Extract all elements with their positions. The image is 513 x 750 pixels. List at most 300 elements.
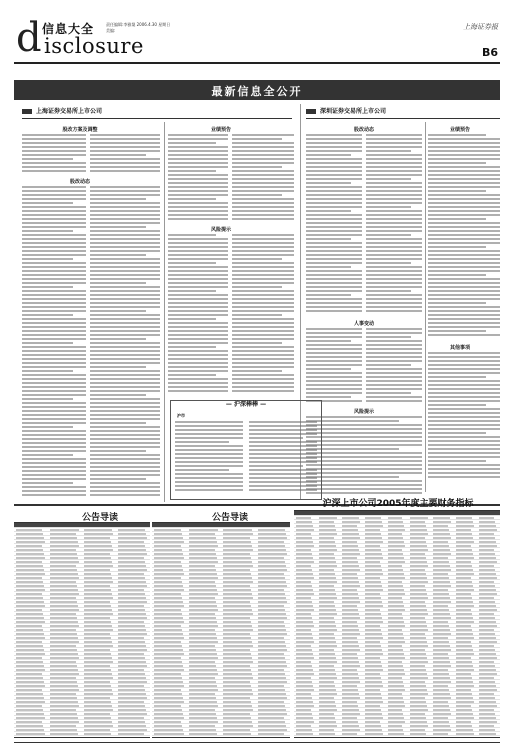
table-cell <box>456 561 471 563</box>
table-cell <box>388 601 404 603</box>
table-cell <box>479 617 495 619</box>
table-cell <box>84 585 110 587</box>
text-line <box>306 254 362 256</box>
table-cell <box>50 617 77 619</box>
text-column <box>249 421 317 493</box>
text-line <box>175 425 243 427</box>
table-cell <box>319 557 335 559</box>
table-cell <box>479 641 497 643</box>
table-cell <box>410 525 426 527</box>
table-cell <box>296 549 311 551</box>
table-cell <box>342 545 358 547</box>
text-line <box>306 436 422 438</box>
text-line <box>168 298 228 300</box>
text-line <box>232 370 282 372</box>
text-line <box>366 214 422 216</box>
table-cell <box>84 713 110 715</box>
table-cell <box>479 665 495 667</box>
table-cell <box>50 593 79 595</box>
table-cell <box>388 533 403 535</box>
text-line <box>366 294 422 296</box>
text-line <box>306 484 422 486</box>
table-cell <box>342 597 359 599</box>
text-line <box>168 286 228 288</box>
table-cell <box>16 677 43 679</box>
table-cell <box>456 689 471 691</box>
table-cell <box>410 709 428 711</box>
table-cell <box>50 653 78 655</box>
table-cell <box>388 637 405 639</box>
text-line <box>366 242 422 244</box>
table-cell <box>84 669 111 671</box>
table-cell <box>365 525 383 527</box>
text-line <box>306 396 351 398</box>
table-cell <box>296 661 311 663</box>
table-cell <box>456 541 474 543</box>
table-cell <box>84 709 113 711</box>
text-line <box>306 348 362 350</box>
text-line <box>22 350 86 352</box>
table-cell <box>479 729 495 731</box>
table-cell <box>258 701 285 703</box>
table-cell <box>84 593 112 595</box>
text-line <box>366 376 422 378</box>
table-cell <box>296 649 312 651</box>
text-line <box>22 418 86 420</box>
table-cell <box>479 705 497 707</box>
text-line <box>22 238 86 240</box>
text-line <box>232 294 294 296</box>
table-cell <box>388 693 403 695</box>
text-line <box>22 302 86 304</box>
table-cell <box>296 545 314 547</box>
table-cell <box>342 541 357 543</box>
table-cell <box>456 645 472 647</box>
table-cell <box>456 577 471 579</box>
text-line <box>175 437 243 439</box>
table-cell <box>50 549 76 551</box>
table-cell <box>479 573 496 575</box>
table-cell <box>16 657 42 659</box>
table-cell <box>118 529 145 531</box>
text-line <box>249 437 303 439</box>
table-cell <box>388 525 405 527</box>
table-cell <box>433 625 449 627</box>
table-cell <box>223 625 252 627</box>
table-cell <box>16 609 42 611</box>
table-cell <box>118 693 146 695</box>
table-cell <box>154 717 184 719</box>
table-cell <box>342 561 358 563</box>
text-line <box>90 234 160 236</box>
table-cell <box>319 609 336 611</box>
text-line <box>366 274 422 276</box>
text-line <box>428 448 500 450</box>
text-line <box>428 278 500 280</box>
text-line <box>306 138 362 140</box>
table-cell <box>433 633 451 635</box>
text-line <box>90 398 160 400</box>
column-divider <box>425 122 426 492</box>
table-cell <box>433 525 448 527</box>
table-cell <box>388 709 403 711</box>
table-cell <box>456 565 472 567</box>
table-cell <box>223 593 252 595</box>
meta-line: 责任编辑:李雅粲 2006.4.30 星期日 <box>106 22 171 27</box>
table-cell <box>388 713 404 715</box>
text-line <box>428 310 500 312</box>
text-line <box>168 350 228 352</box>
table-cell <box>433 577 449 579</box>
table-cell <box>50 721 79 723</box>
table-cell <box>365 641 380 643</box>
text-line <box>90 254 146 256</box>
table-cell <box>479 521 495 523</box>
table-cell <box>258 561 286 563</box>
text-line <box>90 290 160 292</box>
table-cell <box>388 717 405 719</box>
text-line <box>306 146 362 148</box>
table-cell <box>296 673 314 675</box>
table-cell <box>365 645 381 647</box>
table-cell <box>388 581 403 583</box>
text-line <box>22 458 86 460</box>
text-line <box>22 482 73 484</box>
text-line <box>22 290 86 292</box>
table-cell <box>223 581 253 583</box>
text-line <box>306 328 362 330</box>
text-line <box>366 340 422 342</box>
text-line <box>90 170 160 172</box>
table-cell <box>433 573 448 575</box>
table-cell <box>296 521 312 523</box>
text-line <box>168 366 228 368</box>
text-line <box>168 178 228 180</box>
text-line <box>428 274 486 276</box>
table-cell <box>479 593 497 595</box>
table-cell <box>50 589 78 591</box>
table-cell <box>388 645 403 647</box>
table-cell <box>319 577 336 579</box>
table-cell <box>479 673 497 675</box>
table-cell <box>189 633 217 635</box>
text-line <box>90 314 160 316</box>
table-cell <box>388 521 404 523</box>
table-cell <box>223 529 252 531</box>
masthead-meta <box>106 22 226 34</box>
table-cell <box>154 621 184 623</box>
table-cell <box>258 609 286 611</box>
table-cell <box>223 717 251 719</box>
table-cell <box>410 597 428 599</box>
table-cell <box>223 561 252 563</box>
text-line <box>168 322 228 324</box>
table-cell <box>84 613 113 615</box>
text-line <box>366 226 422 228</box>
table-cell <box>456 681 473 683</box>
table-cell <box>388 669 405 671</box>
text-line <box>90 478 146 480</box>
text-line <box>249 425 317 427</box>
table-cell <box>388 529 406 531</box>
table-cell <box>319 537 334 539</box>
text-line <box>90 206 160 208</box>
text-line <box>22 454 73 456</box>
table-cell <box>154 629 182 631</box>
text-line <box>22 218 86 220</box>
table-cell <box>189 545 219 547</box>
text-line <box>168 382 228 384</box>
table-cell <box>319 617 334 619</box>
text-line <box>428 392 500 394</box>
table-cell <box>16 649 44 651</box>
text-line <box>306 202 362 204</box>
table-cell <box>296 717 313 719</box>
text-column <box>366 328 422 404</box>
table-cell <box>223 545 252 547</box>
table-cell <box>433 649 451 651</box>
table-cell <box>118 605 144 607</box>
text-line <box>232 378 294 380</box>
table-cell <box>479 581 494 583</box>
text-line <box>22 222 86 224</box>
text-line <box>306 246 362 248</box>
table-cell <box>456 533 472 535</box>
table-cell <box>258 621 285 623</box>
text-line <box>366 368 422 370</box>
table-cell <box>319 697 334 699</box>
table-cell <box>479 733 496 735</box>
table-cell <box>50 625 79 627</box>
table-cell <box>456 701 474 703</box>
text-line <box>366 282 422 284</box>
text-line <box>90 282 146 284</box>
table-cell <box>84 601 110 603</box>
table-cell <box>479 685 496 687</box>
table-cell <box>223 661 253 663</box>
table-cell <box>365 569 382 571</box>
table-row <box>14 732 150 736</box>
table-cell <box>223 569 250 571</box>
table-cell <box>365 613 381 615</box>
table-cell <box>365 649 382 651</box>
text-line <box>232 258 282 260</box>
text-line <box>306 186 362 188</box>
table-cell <box>258 589 285 591</box>
text-line <box>232 306 294 308</box>
section-title-cn: 信息大全 <box>42 22 95 36</box>
table-cell <box>84 645 113 647</box>
text-line <box>90 190 160 192</box>
table-cell <box>296 729 312 731</box>
table-cell <box>84 573 111 575</box>
text-line <box>306 428 422 430</box>
text-line <box>90 338 146 340</box>
text-line <box>90 330 160 332</box>
text-line <box>22 198 86 200</box>
table-cell <box>16 709 43 711</box>
text-line <box>168 134 228 136</box>
subhead: 业绩预告 <box>449 127 470 133</box>
table-cell <box>456 657 471 659</box>
table-cell <box>50 649 77 651</box>
table-cell <box>154 577 181 579</box>
table-cell <box>258 637 285 639</box>
table-cell <box>16 625 42 627</box>
text-line <box>90 414 160 416</box>
table-cell <box>84 701 111 703</box>
text-line <box>306 368 351 370</box>
table-cell <box>388 681 404 683</box>
text-line <box>366 154 422 156</box>
table-cell <box>189 613 216 615</box>
text-line <box>90 218 160 220</box>
table-cell <box>118 597 146 599</box>
text-line <box>90 154 146 156</box>
table-cell <box>223 601 250 603</box>
text-line <box>22 294 86 296</box>
table-cell <box>50 677 76 679</box>
table-cell <box>223 589 251 591</box>
table-cell <box>50 621 78 623</box>
table-cell <box>319 585 334 587</box>
text-line <box>428 282 500 284</box>
table-cell <box>223 565 253 567</box>
table-cell <box>223 537 250 539</box>
table-cell <box>388 661 403 663</box>
text-line <box>168 370 228 372</box>
table-cell <box>365 581 381 583</box>
table-cell <box>118 717 144 719</box>
text-line <box>90 378 160 380</box>
text-line <box>90 138 160 140</box>
table-cell <box>258 649 288 651</box>
table-cell <box>16 585 44 587</box>
table-cell <box>258 665 288 667</box>
table-cell <box>16 629 43 631</box>
table-cell <box>154 593 181 595</box>
table-cell <box>50 697 77 699</box>
text-line <box>306 472 422 474</box>
text-line <box>232 142 294 144</box>
text-line <box>22 186 86 188</box>
text-line <box>428 150 500 152</box>
text-line <box>249 441 317 443</box>
text-line <box>168 250 228 252</box>
text-line <box>232 198 294 200</box>
text-line <box>168 254 228 256</box>
text-line <box>428 166 500 168</box>
text-column <box>428 352 500 480</box>
table-cell <box>456 709 472 711</box>
table-cell <box>410 729 425 731</box>
table-cell <box>189 733 218 735</box>
table-cell <box>433 609 449 611</box>
text-line <box>90 310 146 312</box>
table-cell <box>410 633 425 635</box>
text-line <box>168 266 228 268</box>
data-table <box>294 510 500 738</box>
table-cell <box>154 569 183 571</box>
text-line <box>232 358 294 360</box>
text-line <box>90 418 160 420</box>
table-cell <box>319 641 336 643</box>
text-line <box>366 170 422 172</box>
table-cell <box>388 545 406 547</box>
table-cell <box>365 673 380 675</box>
table-cell <box>223 637 251 639</box>
table-cell <box>433 637 448 639</box>
table-cell <box>154 665 183 667</box>
table-cell <box>456 653 474 655</box>
text-line <box>232 234 294 236</box>
table-cell <box>50 701 78 703</box>
table-cell <box>296 705 314 707</box>
text-column <box>168 234 228 394</box>
text-line <box>90 198 146 200</box>
table-cell <box>223 685 251 687</box>
table-cell <box>258 669 285 671</box>
table-cell <box>388 617 404 619</box>
table-cell <box>410 681 425 683</box>
text-line <box>306 286 362 288</box>
table-cell <box>84 729 110 731</box>
subhead: 其他事项 <box>449 345 470 351</box>
table-cell <box>342 625 358 627</box>
table-cell <box>342 629 359 631</box>
text-line <box>249 477 317 479</box>
text-line <box>249 473 317 475</box>
text-line <box>90 350 160 352</box>
table-cell <box>365 541 383 543</box>
table-cell <box>118 685 144 687</box>
table-cell <box>388 697 404 699</box>
table-cell <box>365 717 383 719</box>
table-cell <box>296 713 312 715</box>
table-cell <box>84 557 111 559</box>
text-line <box>22 494 86 496</box>
table-cell <box>410 621 426 623</box>
table-cell <box>154 733 184 735</box>
table-cell <box>223 613 253 615</box>
text-line <box>366 194 422 196</box>
subhead: 业绩预告 <box>210 127 231 133</box>
table-cell <box>118 673 145 675</box>
feature-title: — 沪深棒棒 — <box>225 401 267 408</box>
text-line <box>428 270 500 272</box>
text-line <box>22 310 86 312</box>
table-cell <box>258 633 288 635</box>
table-cell <box>189 649 217 651</box>
table-cell <box>154 709 182 711</box>
table-cell <box>223 713 250 715</box>
table-cell <box>365 593 380 595</box>
table-cell <box>342 593 358 595</box>
text-line <box>232 214 294 216</box>
text-line <box>366 298 422 300</box>
table-cell <box>84 693 113 695</box>
table-cell <box>296 633 312 635</box>
text-line <box>232 194 282 196</box>
table-cell <box>388 725 403 727</box>
text-line <box>22 374 86 376</box>
table-cell <box>433 657 449 659</box>
table-cell <box>479 565 494 567</box>
text-line <box>22 326 86 328</box>
table-cell <box>365 625 380 627</box>
text-line <box>22 150 86 152</box>
table-cell <box>410 721 427 723</box>
